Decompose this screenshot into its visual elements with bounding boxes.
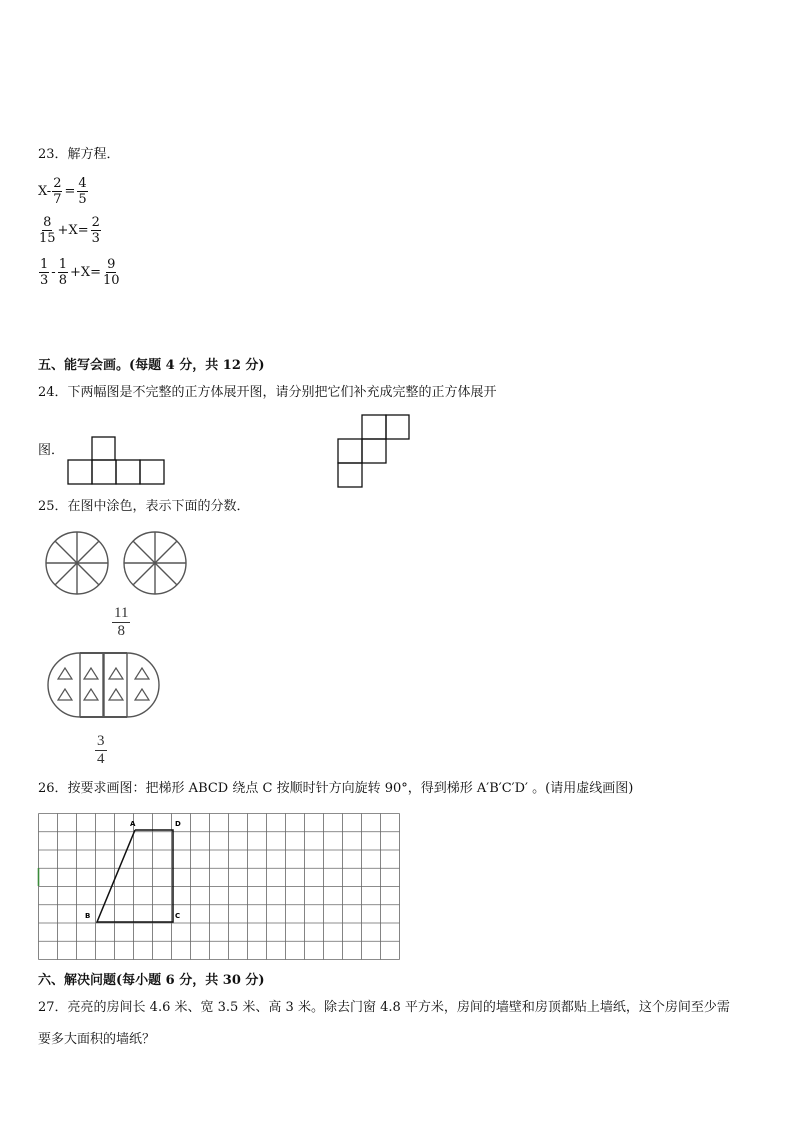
section-5-title: 五、能写会画。(每题 4 分，共 12 分) bbox=[38, 358, 265, 373]
eq3-fraction-3: $\frac{9}{10}$ bbox=[103, 257, 120, 288]
label-d: D bbox=[175, 820, 181, 828]
label-c: C bbox=[175, 912, 181, 920]
eq3-fraction-2: $\frac{1}{8}$ bbox=[58, 257, 67, 288]
eq2-mid: +X= bbox=[57, 223, 89, 238]
eq1-lhs: X- bbox=[38, 184, 52, 199]
eq1-fraction-1: $\frac{2}{7}$ bbox=[53, 176, 62, 207]
label-a: A bbox=[130, 820, 136, 828]
trapezoid-abcd bbox=[97, 830, 173, 922]
eq3-fraction-1: $\frac{1}{3}$ bbox=[40, 257, 49, 288]
q24-line-1: 24．下两幅图是不完整的正方体展开图，请分别把它们补充成完整的正方体展开 bbox=[38, 385, 497, 400]
q25-fraction-1: $\frac{11}{8}$ bbox=[114, 605, 129, 639]
q27-line-1: 27．亮亮的房间长 4.6 米、宽 3.5 米、高 3 米。除去门窗 4.8 平方米，房间的墙壁和房顶都贴上墙纸，这个房间至少需 bbox=[38, 1000, 730, 1015]
eq3-mid: +X= bbox=[69, 265, 102, 280]
q23-title: 23．解方程． bbox=[38, 147, 120, 162]
section-6-title: 六、解决问题(每小题 6 分，共 30 分) bbox=[38, 973, 265, 988]
eq2-fraction-2: $\frac{2}{3}$ bbox=[91, 215, 100, 246]
eq1-equals: = bbox=[64, 184, 76, 199]
q27-line-2: 要多大面积的墙纸？ bbox=[38, 1032, 156, 1047]
q24-line-2: 图． bbox=[38, 443, 65, 458]
q25-title: 25．在图中涂色，表示下面的分数． bbox=[38, 499, 250, 514]
eq1-fraction-2: $\frac{4}{5}$ bbox=[78, 176, 87, 207]
q25-fraction-2: $\frac{3}{4}$ bbox=[97, 733, 105, 767]
label-b: B bbox=[85, 912, 91, 920]
q26-title: 26．按要求画图：把梯形 ABCD 绕点 C 按顺时针方向旋转 90°，得到梯形 A′B′C′D′ 。(请用虚线画图) bbox=[38, 781, 634, 796]
eq3-minus: - bbox=[51, 265, 56, 280]
eq2-fraction-1: $\frac{8}{15}$ bbox=[39, 215, 56, 246]
